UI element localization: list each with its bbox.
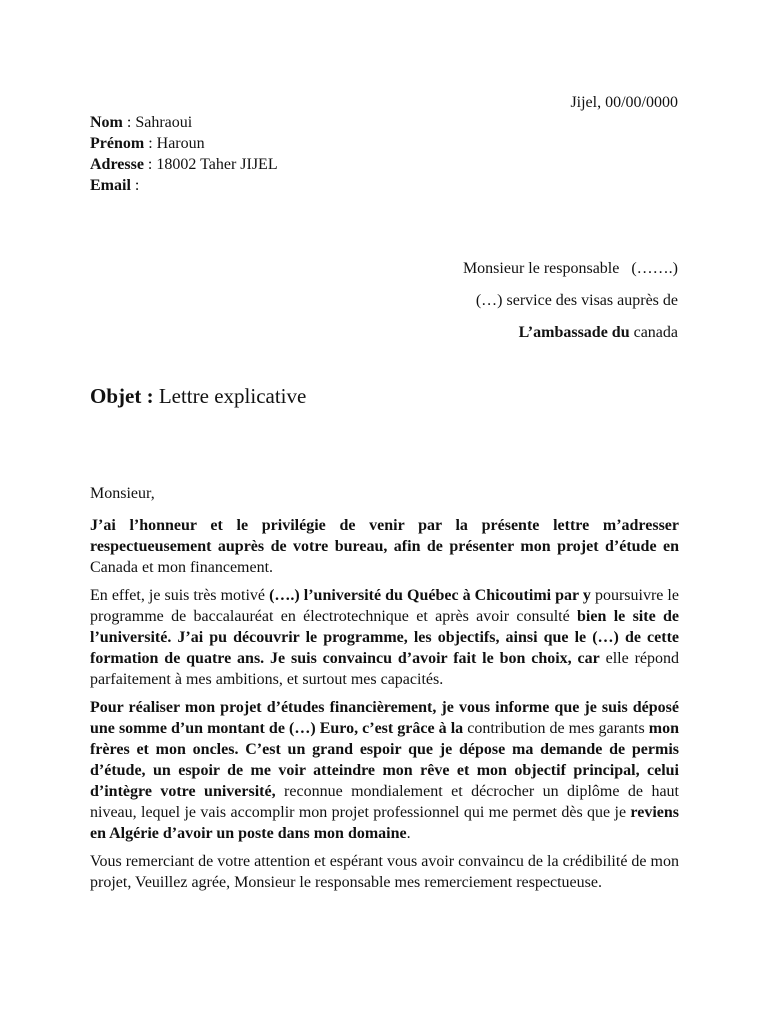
paragraph-3 (90, 697, 679, 844)
prenom-value: : Haroun (144, 135, 205, 152)
letter-body (90, 483, 679, 900)
p2-e: elle répond parfaitement à mes ambitions, et surtout mes capacités. (90, 650, 679, 688)
p3-c: mon frères et mon oncles. C’est un grand espoir que je dépose ma demande de permis d’étude, un espoir de me voir atteindre mon rêve et mon objectif principal, celui d’intègre votre université, (90, 720, 679, 800)
sender-adresse (90, 154, 278, 175)
p3-e: reviens en Algérie d’avoir un poste dans mon domaine (90, 804, 679, 842)
p3-f: . (406, 825, 411, 842)
p1-rest: Canada et mon financement. (90, 559, 274, 576)
p2-a: En effet, je suis très motivé (90, 587, 270, 604)
recipient-line-3 (463, 322, 678, 354)
p3-b: contribution de mes garants (463, 720, 649, 737)
recipient-line-2: (…) service des visas auprès de (475, 292, 678, 309)
prenom-label: Prénom (90, 135, 145, 152)
email-value: : (130, 177, 140, 194)
sender-nom (90, 112, 278, 133)
p3-d: reconnue mondialement et décrocher un diplôme de haut niveau, lequel je vais accomplir mon projet professionnel qui me permet dès que je (90, 783, 680, 821)
paragraph-4: Vous remerciant de votre attention et espérant vous avoir convaincu de la crédibilité de mon projet, Veuillez agrée, Monsieur le responsable mes remerciement respectueuse. (90, 853, 679, 891)
p1-bold: J’ai l’honneur et le privilégie de venir par la présente lettre m’adresser respectueusement auprès de votre bureau, afin de présenter mon projet d’étude en (90, 517, 679, 555)
recipient-country: canada (629, 324, 678, 341)
p2-c: poursuivre le programme de baccalauréat en électrotechnique et après avoir consulté (90, 587, 679, 625)
nom-value: : Sahraoui (122, 114, 193, 131)
letter-subject (90, 383, 306, 409)
letter-date: Jijel, 00/00/0000 (570, 94, 678, 111)
p3-a: Pour réaliser mon projet d’études financièrement, je vous informe que je suis déposé une somme d’un montant de (…) Euro, c’est grâce à la (90, 699, 679, 737)
salutation: Monsieur, (90, 485, 155, 502)
sender-block (90, 112, 278, 196)
email-label: Email (90, 177, 131, 194)
subject-label: Objet : (90, 384, 154, 408)
p2-b: (….) l’université du Québec à Chicoutimi par y (269, 587, 591, 604)
adresse-label: Adresse (90, 156, 144, 173)
paragraph-1 (90, 515, 679, 578)
p2-d: bien le site de l’université. J’ai pu découvrir le programme, les objectifs, ainsi que le (…) de cette formation de quatre ans. Je suis convaincu d’avoir fait le bon choix, car (90, 608, 679, 667)
sender-email (90, 175, 278, 196)
recipient-block (463, 258, 678, 354)
sender-prenom (90, 133, 278, 154)
adresse-value: : 18002 Taher JIJEL (143, 156, 278, 173)
recipient-embassy-bold: L’ambassade du (518, 324, 630, 341)
nom-label: Nom (90, 114, 123, 131)
paragraph-2 (90, 585, 679, 690)
recipient-line-1: Monsieur le responsable (…….) (462, 260, 678, 277)
subject-value: Lettre explicative (153, 384, 307, 408)
